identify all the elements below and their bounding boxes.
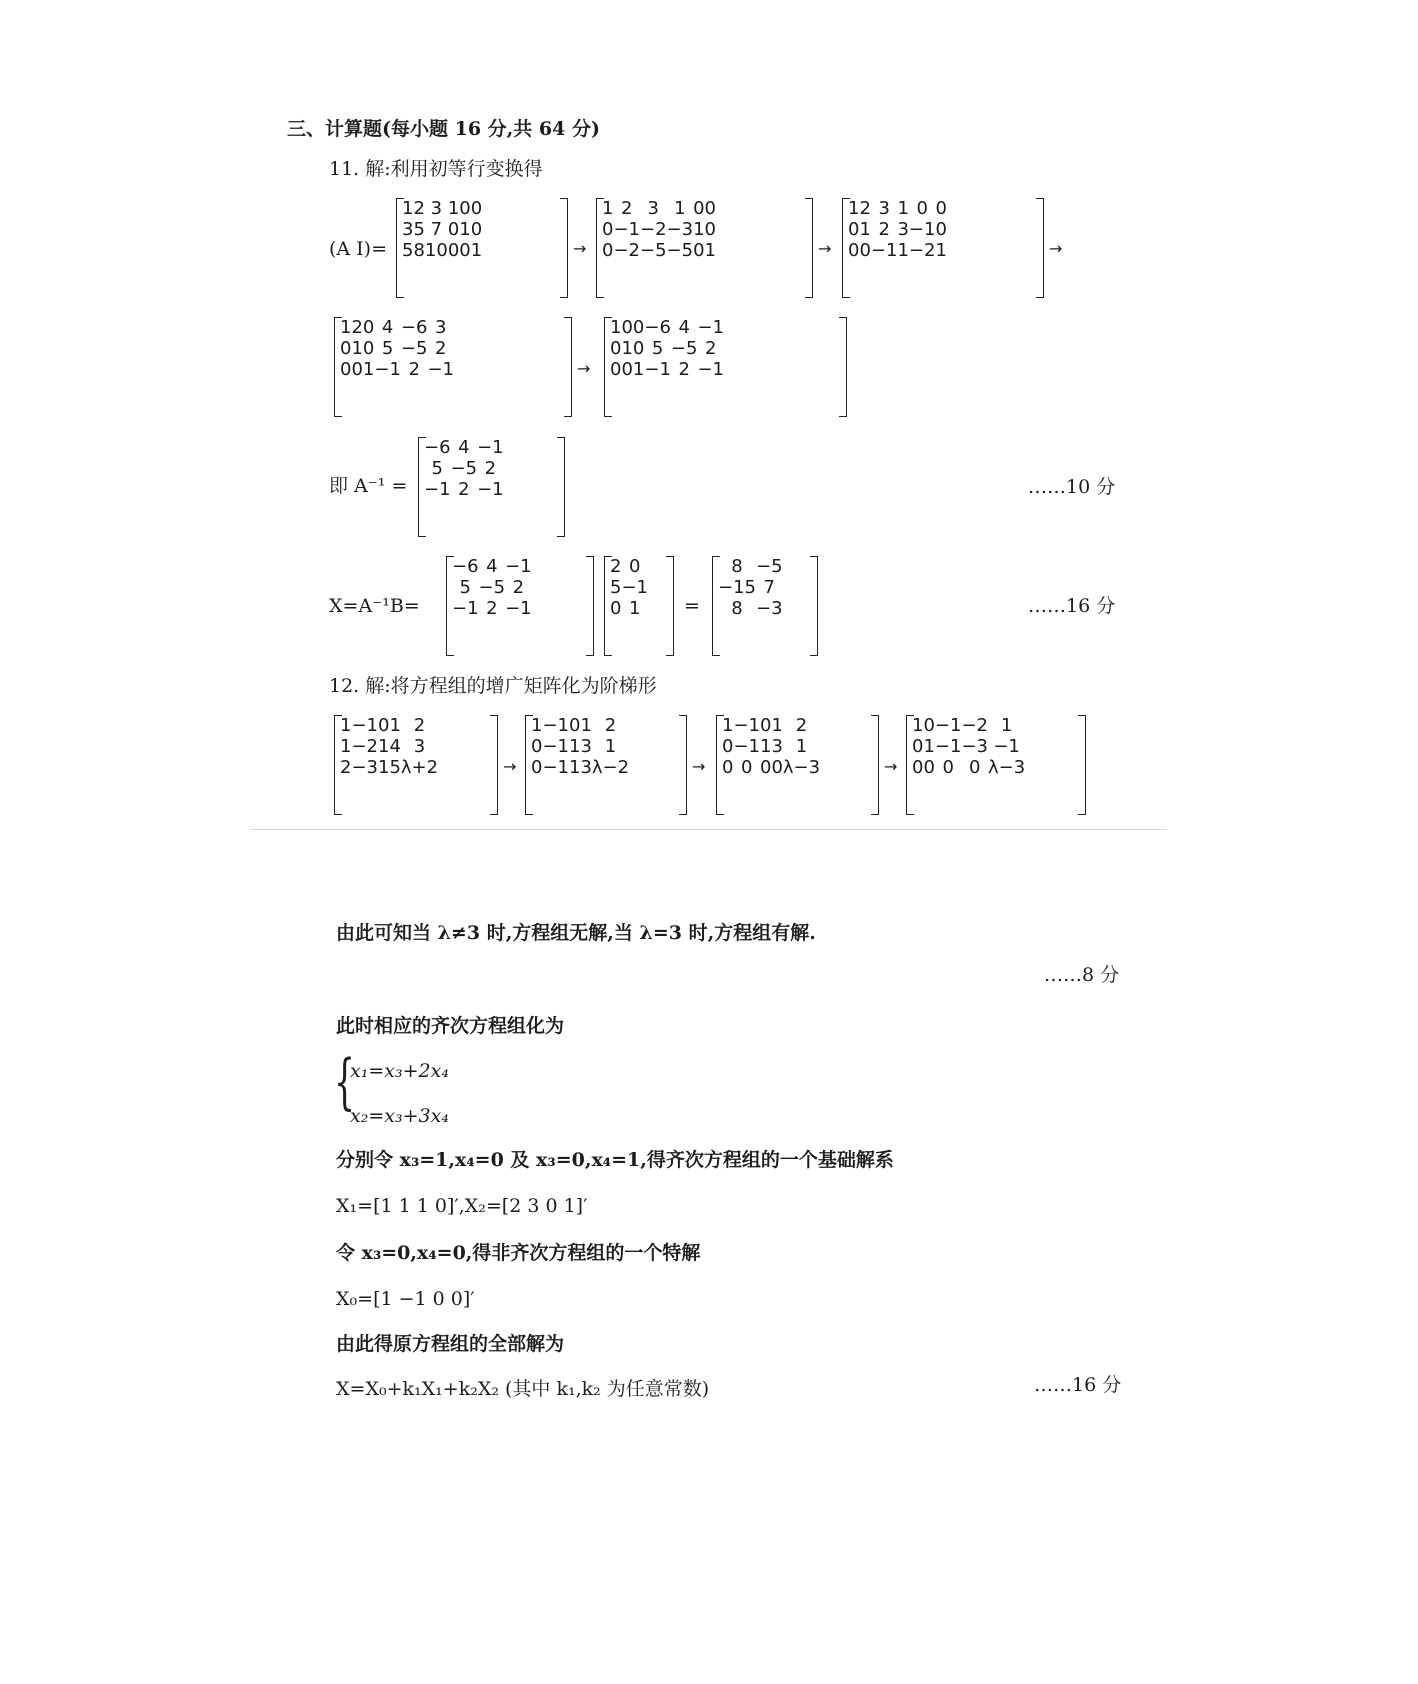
matrix-cell: 2 [486, 598, 498, 619]
matrix-cell: 0 [340, 359, 352, 380]
q12-score-16: ……16 分 [1034, 1374, 1122, 1396]
matrix-cell: 0 [531, 736, 543, 757]
q12-general-solution: X=X₀+k₁X₁+k₂X₂ (其中 k₁,k₂ 为任意常数) [336, 1378, 710, 1400]
matrix-cell: 1 [848, 198, 860, 219]
matrix-cell: 2 [621, 198, 633, 219]
matrix-cell: 3 [878, 198, 890, 219]
q11-heading: 11. 解:利用初等行变换得 [329, 158, 543, 180]
matrix-cell: 8 [413, 240, 425, 261]
matrix-bracket-right [1078, 715, 1086, 815]
matrix-cell: −2 [908, 240, 936, 261]
matrix-bracket-right [839, 317, 847, 417]
matrix-cell: −3 [666, 219, 694, 240]
matrix-cell: 0 [459, 240, 471, 261]
matrix-cell: 0 [859, 240, 871, 261]
matrix-cell: −5 [670, 338, 698, 359]
q11-matrix-2 [596, 198, 813, 298]
matrix-row [610, 359, 724, 380]
matrix-cell: 0 [912, 736, 924, 757]
matrix-cell: 1 [629, 598, 641, 619]
matrix-body [722, 715, 820, 778]
matrix-cell: 1 [1000, 715, 1013, 736]
arrow-icon: → [573, 239, 587, 258]
matrix-cell: 1 [604, 736, 617, 757]
matrix-cell: 2 [435, 338, 447, 359]
matrix-body [531, 715, 629, 778]
matrix-bracket-right [586, 556, 594, 656]
matrix-cell: 2 [408, 359, 420, 380]
matrix-row [718, 577, 783, 598]
matrix-cell: −5 [666, 240, 694, 261]
matrix-row [340, 715, 438, 736]
matrix-cell: λ+2 [400, 757, 439, 778]
q12-matrix-3 [716, 715, 879, 815]
matrix-cell: 1 [760, 736, 772, 757]
matrix-cell: 0 [610, 359, 622, 380]
matrix-cell: 0 [923, 757, 935, 778]
q12-matrix-1 [334, 715, 498, 815]
equals-sign: = [684, 595, 700, 617]
matrix-cell: 3 [771, 736, 783, 757]
matrix-cell: 0 [760, 757, 772, 778]
matrix-cell: 0 [470, 198, 483, 219]
matrix-cell: 0 [602, 240, 614, 261]
matrix-cell: 0 [912, 757, 924, 778]
matrix-cell: −1 [644, 359, 671, 380]
matrix-cell: 1 [340, 736, 352, 757]
matrix-cell: 0 [942, 757, 954, 778]
matrix-cell: −3 [961, 736, 988, 757]
matrix-cell: −5 [756, 556, 783, 577]
matrix-cell: 0 [459, 198, 471, 219]
matrix-cell: 0 [935, 198, 947, 219]
matrix-cell: 1 [340, 715, 352, 736]
arrow-icon: → [577, 359, 591, 378]
matrix-cell: 1 [402, 198, 414, 219]
matrix-row [722, 757, 820, 778]
matrix-row [402, 219, 482, 240]
matrix-cell: 1 [923, 736, 935, 757]
matrix-bracket-right [560, 198, 568, 298]
matrix-cell: 5 [389, 757, 401, 778]
matrix-cell: 5 [459, 577, 471, 598]
matrix-cell: 0 [351, 359, 363, 380]
matrix-cell: 1 [912, 715, 924, 736]
matrix-body [424, 437, 504, 500]
matrix-row [722, 736, 820, 757]
matrix-cell: −5 [400, 338, 428, 359]
matrix-cell: 5 [402, 240, 414, 261]
matrix-cell: 1 [531, 715, 543, 736]
matrix-cell: 0 [610, 598, 622, 619]
matrix-cell: 2 [705, 338, 717, 359]
arrow-icon: → [884, 757, 898, 776]
matrix-cell: 0 [340, 338, 352, 359]
matrix-cell: 3 [430, 198, 443, 219]
matrix-bracket-right [557, 437, 565, 537]
q11-ai-label: (A I)= [329, 238, 388, 260]
matrix-cell: −2 [640, 219, 667, 240]
matrix-cell: 0 [447, 240, 460, 261]
q11-b-matrix [604, 556, 674, 656]
matrix-cell: −1 [542, 736, 569, 757]
matrix-cell: 3 [402, 219, 414, 240]
matrix-cell: 8 [731, 598, 743, 619]
matrix-cell: −1 [505, 556, 532, 577]
matrix-row [452, 577, 532, 598]
matrix-cell: 0 [848, 240, 860, 261]
matrix-cell: 0 [362, 338, 375, 359]
matrix-cell: 2 [413, 715, 426, 736]
matrix-row [424, 458, 504, 479]
matrix-cell: −6 [400, 317, 428, 338]
matrix-row [610, 598, 648, 619]
matrix-row [340, 757, 438, 778]
q11-x-label: X=A⁻¹B= [329, 595, 420, 617]
q11-score-16: ……16 分 [1028, 595, 1116, 617]
matrix-cell: 1 [897, 198, 909, 219]
matrix-cell: 1 [704, 240, 716, 261]
matrix-row [340, 338, 454, 359]
matrix-cell: 1 [674, 198, 686, 219]
matrix-body [340, 715, 438, 778]
matrix-row [718, 598, 783, 619]
matrix-cell: −5 [478, 577, 506, 598]
matrix-cell: 3 [647, 198, 659, 219]
q12-heading: 12. 解:将方程组的增广矩阵化为阶梯形 [329, 675, 657, 697]
matrix-cell: 1 [602, 198, 614, 219]
matrix-cell: 0 [969, 757, 981, 778]
q12-basis-intro: 分别令 x₃=1,x₄=0 及 x₃=0,x₄=1,得齐次方程组的一个基础解系 [336, 1149, 894, 1171]
matrix-row [531, 715, 629, 736]
matrix-cell: 1 [610, 317, 622, 338]
matrix-body [912, 715, 1025, 778]
matrix-cell: 7 [763, 577, 775, 598]
arrow-icon: → [1049, 239, 1063, 258]
matrix-cell: 5 [610, 577, 622, 598]
page-divider [250, 829, 1167, 830]
matrix-cell: −2 [961, 715, 988, 736]
matrix-cell: 0 [378, 715, 390, 736]
matrix-cell: λ−2 [591, 757, 630, 778]
matrix-cell: 3 [435, 317, 447, 338]
matrix-row [452, 556, 532, 577]
matrix-cell: 5 [413, 219, 425, 240]
q11-result-matrix [712, 556, 818, 656]
matrix-cell: 1 [935, 240, 947, 261]
matrix-cell: 5 [381, 338, 394, 359]
q11-matrix-5 [604, 317, 847, 417]
matrix-row [722, 715, 820, 736]
matrix-cell: −1 [542, 757, 569, 778]
q12-conclusion: 由此可知当 λ≠3 时,方程组无解,当 λ=3 时,方程组有解. [336, 922, 816, 944]
matrix-cell: 8 [731, 556, 743, 577]
matrix-cell: 3 [580, 736, 592, 757]
matrix-cell: −1 [870, 240, 898, 261]
matrix-row [424, 437, 504, 458]
matrix-cell: 5 [651, 338, 664, 359]
matrix-cell: 10 [424, 240, 448, 261]
matrix-cell: 0 [760, 715, 772, 736]
arrow-icon: → [818, 239, 832, 258]
matrix-row [531, 757, 629, 778]
matrix-cell: −1 [427, 359, 454, 380]
matrix-cell: 1 [771, 715, 783, 736]
matrix-cell: −1 [351, 715, 378, 736]
matrix-body [718, 556, 783, 619]
matrix-cell: 2 [351, 317, 363, 338]
q11-inverse-matrix-2 [446, 556, 594, 656]
q11-matrix-3 [842, 198, 1044, 298]
matrix-cell: 0 [470, 219, 483, 240]
matrix-cell: 4 [458, 437, 470, 458]
matrix-body [402, 198, 482, 261]
q12-particular-intro: 令 x₃=0,x₄=0,得非齐次方程组的一个特解 [336, 1242, 701, 1264]
matrix-cell: 0 [741, 757, 753, 778]
matrix-body [452, 556, 532, 619]
matrix-row [531, 736, 629, 757]
matrix-cell: 1 [693, 219, 705, 240]
matrix-bracket-right [810, 556, 818, 656]
left-brace: { [334, 1047, 356, 1117]
matrix-row [718, 556, 783, 577]
matrix-cell: −1 [452, 598, 479, 619]
matrix-row [848, 219, 947, 240]
matrix-cell: 1 [340, 317, 352, 338]
matrix-cell: 2 [604, 715, 617, 736]
matrix-bracket-right [679, 715, 687, 815]
matrix-bracket-right [1036, 198, 1044, 298]
matrix-body [340, 317, 454, 380]
matrix-cell: 1 [722, 715, 734, 736]
matrix-cell: 0 [610, 338, 622, 359]
matrix-row [848, 240, 947, 261]
matrix-cell: −15 [718, 577, 756, 598]
matrix-cell: 0 [916, 198, 928, 219]
matrix-cell: −1 [613, 219, 640, 240]
section-title: 三、计算题(每小题 16 分,共 64 分) [287, 118, 600, 140]
q11-inverse-matrix [418, 437, 565, 537]
matrix-cell: 2 [458, 479, 470, 500]
matrix-cell: −1 [477, 437, 504, 458]
q12-homogeneous-intro: 此时相应的齐次方程组化为 [336, 1015, 565, 1037]
matrix-cell: 1 [580, 715, 592, 736]
matrix-cell: 1 [447, 198, 460, 219]
matrix-cell: −1 [477, 479, 504, 500]
matrix-cell: −1 [621, 577, 648, 598]
matrix-cell: −1 [733, 736, 760, 757]
matrix-cell: 0 [722, 736, 734, 757]
matrix-cell: 2 [413, 198, 425, 219]
matrix-cell: −1 [697, 359, 724, 380]
q11-matrix-1 [396, 198, 568, 298]
matrix-cell: 1 [459, 219, 471, 240]
matrix-bracket-right [564, 317, 572, 417]
matrix-cell: 0 [621, 359, 633, 380]
matrix-row [340, 317, 454, 338]
matrix-row [424, 479, 504, 500]
matrix-bracket-right [871, 715, 879, 815]
matrix-bracket-right [666, 556, 674, 656]
matrix-cell: λ−3 [782, 757, 821, 778]
matrix-cell: 0 [704, 219, 716, 240]
matrix-cell: 1 [362, 359, 375, 380]
matrix-cell: 1 [795, 736, 808, 757]
matrix-cell: 3 [580, 757, 592, 778]
q12-equation-1: x₁=x₃+2x₄ [350, 1060, 449, 1082]
matrix-cell: 0 [629, 556, 641, 577]
matrix-bracket-right [490, 715, 498, 815]
matrix-row [912, 757, 1025, 778]
matrix-cell: −1 [374, 359, 401, 380]
matrix-row [912, 736, 1025, 757]
matrix-cell: 2 [878, 219, 890, 240]
matrix-cell: −1 [424, 479, 451, 500]
q12-score-8: ……8 分 [1044, 964, 1120, 986]
matrix-cell: 2 [795, 715, 808, 736]
matrix-cell: 0 [923, 715, 935, 736]
matrix-cell: 0 [569, 715, 581, 736]
q12-particular: X₀=[1 −1 0 0]′ [336, 1288, 475, 1310]
matrix-body [610, 317, 724, 380]
matrix-cell: −1 [993, 736, 1020, 757]
matrix-cell: 2 [340, 757, 352, 778]
matrix-cell: 3 [897, 219, 909, 240]
matrix-cell: 1 [621, 338, 633, 359]
matrix-cell: 1 [569, 736, 581, 757]
matrix-cell: −2 [613, 240, 640, 261]
matrix-cell: 0 [935, 219, 947, 240]
matrix-row [602, 240, 716, 261]
q11-inverse-label: 即 A⁻¹ = [329, 475, 408, 497]
matrix-body [848, 198, 947, 261]
matrix-cell: 0 [848, 219, 860, 240]
q12-basis: X₁=[1 1 1 0]′,X₂=[2 3 0 1]′ [336, 1195, 588, 1217]
arrow-icon: → [503, 757, 517, 776]
q12-equation-2: x₂=x₃+3x₄ [350, 1105, 449, 1127]
matrix-cell: 0 [602, 219, 614, 240]
matrix-cell: −1 [934, 736, 962, 757]
matrix-cell: −3 [351, 757, 378, 778]
matrix-cell: −6 [452, 556, 479, 577]
matrix-cell: 0 [447, 219, 460, 240]
matrix-row [610, 317, 724, 338]
matrix-cell: 4 [381, 317, 394, 338]
matrix-row [610, 338, 724, 359]
matrix-cell: 2 [484, 458, 497, 479]
matrix-row [340, 359, 454, 380]
matrix-cell: 7 [430, 219, 443, 240]
matrix-cell: −1 [733, 715, 760, 736]
matrix-cell: 1 [378, 757, 390, 778]
q12-matrix-4 [906, 715, 1086, 815]
matrix-cell: −1 [542, 715, 569, 736]
matrix-cell: 1 [378, 736, 390, 757]
matrix-cell: −1 [505, 598, 532, 619]
matrix-row [452, 598, 532, 619]
matrix-cell: −1 [934, 715, 962, 736]
matrix-cell: 1 [569, 757, 581, 778]
matrix-row [610, 556, 648, 577]
matrix-cell: λ−3 [988, 757, 1026, 778]
matrix-cell: 5 [431, 458, 443, 479]
matrix-cell: −6 [644, 317, 671, 338]
arrow-icon: → [692, 757, 706, 776]
matrix-cell: 3 [413, 736, 426, 757]
matrix-cell: 1 [632, 359, 645, 380]
matrix-row [402, 240, 482, 261]
matrix-cell: 4 [389, 736, 401, 757]
matrix-cell: 2 [512, 577, 525, 598]
matrix-cell: 1 [897, 240, 909, 261]
matrix-cell: −5 [640, 240, 667, 261]
matrix-cell: 1 [389, 715, 401, 736]
q11-score-10: ……10 分 [1028, 476, 1116, 498]
matrix-cell: 1 [470, 240, 483, 261]
matrix-cell: 0 [362, 317, 375, 338]
matrix-cell: 0 [693, 198, 705, 219]
matrix-cell: 0 [621, 317, 633, 338]
matrix-cell: 0 [704, 198, 716, 219]
matrix-cell: 4 [486, 556, 498, 577]
matrix-cell: 0 [632, 317, 645, 338]
matrix-cell: 0 [693, 240, 705, 261]
matrix-row [602, 219, 716, 240]
matrix-body [610, 556, 648, 619]
q12-general-intro: 由此得原方程组的全部解为 [336, 1333, 565, 1355]
matrix-body [602, 198, 716, 261]
matrix-row [602, 198, 716, 219]
matrix-row [912, 715, 1025, 736]
matrix-cell: 0 [632, 338, 645, 359]
matrix-cell: 0 [722, 757, 734, 778]
matrix-cell: −1 [697, 317, 724, 338]
matrix-cell: −2 [351, 736, 378, 757]
q12-matrix-2 [525, 715, 687, 815]
matrix-bracket-right [805, 198, 813, 298]
matrix-row [340, 736, 438, 757]
matrix-cell: 0 [771, 757, 783, 778]
matrix-cell: −5 [450, 458, 478, 479]
matrix-cell: −1 [908, 219, 936, 240]
q11-matrix-4 [334, 317, 572, 417]
matrix-cell: −3 [756, 598, 783, 619]
matrix-cell: 0 [531, 757, 543, 778]
matrix-cell: −6 [424, 437, 451, 458]
matrix-row [848, 198, 947, 219]
matrix-cell: 1 [351, 338, 363, 359]
matrix-cell: 2 [859, 198, 871, 219]
matrix-cell: 1 [859, 219, 871, 240]
matrix-row [402, 198, 482, 219]
matrix-cell: 2 [678, 359, 690, 380]
matrix-cell: 2 [610, 556, 622, 577]
matrix-row [610, 577, 648, 598]
matrix-cell: 4 [678, 317, 690, 338]
